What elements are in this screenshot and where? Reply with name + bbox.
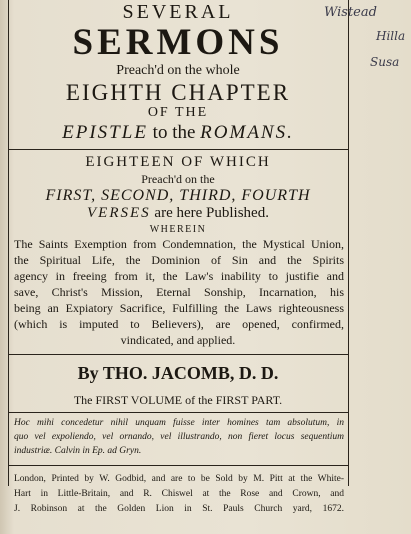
sub-eighteen: EIGHTEEN OF WHICH: [85, 154, 271, 170]
inscription-line-2: Hilla: [376, 29, 406, 43]
body-line-1: The Saints Exemption from Condemnation, the Mystical Union,: [14, 237, 344, 251]
rule-2: [8, 354, 348, 355]
heading-epistle-romans: [8, 123, 348, 142]
sub-verses: VERSES: [87, 205, 151, 221]
heading-of-the: OF THE: [147, 105, 209, 120]
body-line-7: vindicated, and applied.: [120, 333, 236, 347]
inscription-line-3: Susa: [370, 55, 400, 69]
imprint-line-3: J. Robinson at the Golden Lion in St. Pauls Church yard, 1672.: [14, 504, 344, 514]
rule-4: [8, 465, 348, 466]
body-line-5: being an Expiatory Sacrifice, Fulfilling the Laws righteousness: [14, 301, 344, 315]
sub-wherein: WHEREIN: [149, 224, 207, 235]
heading-epistle: EPISTLE: [62, 122, 148, 143]
rule-1: [8, 149, 348, 150]
right-border-rule: [348, 0, 349, 486]
sub-are-published: are here Published.: [154, 205, 269, 221]
inscription-line-1: Wistead: [324, 5, 377, 20]
volume-line: The FIRST VOLUME of the FIRST PART.: [73, 393, 283, 407]
imprint-line-1: London, Printed by W. Godbid, and are to be Sold by M. Pitt at the White-: [14, 474, 344, 484]
author-line: By THO. JACOMB, D. D.: [77, 363, 279, 383]
sub-preached-on: Preach'd on the: [141, 172, 215, 186]
heading-romans: ROMANS.: [200, 122, 294, 143]
heading-sermons: SERMONS: [72, 22, 284, 63]
body-line-4: save, Christ's Mission, Eternal Sonship, Incarnation, his: [14, 285, 344, 299]
imprint-line-2: Hart in Little-Britain, and R. Chiswel at the Rose and Crown, and: [14, 489, 344, 499]
body-line-6: (which is imputed to Believers), are opened, confirmed,: [14, 317, 344, 331]
rule-3: [8, 412, 348, 413]
heading-eighth-chapter: EIGHTH CHAPTER: [65, 80, 291, 105]
heading-preached: Preach'd on the whole: [116, 63, 240, 78]
latin-line-1: Hoc mihi concedetur nihil unquam fuisse inter homines tam absolutum, in: [14, 418, 344, 428]
sub-published: [8, 206, 348, 221]
heading-several: SEVERAL: [122, 1, 234, 23]
body-line-2: the Spiritual Life, the Dominion of Sin and the Spirits: [14, 253, 344, 267]
body-line-3: agency in freeing from it, the Law's inability to justifie and: [14, 269, 344, 283]
sub-verses-list: FIRST, SECOND, THIRD, FOURTH: [45, 187, 311, 204]
heading-to-the: to the: [152, 122, 196, 143]
latin-line-2: quo vel expoliendo, vel ornando, vel illustrando, non fieret locus sequentium: [14, 432, 344, 442]
latin-line-3: industriæ. Calvin in Ep. ad Gryn.: [14, 446, 142, 456]
